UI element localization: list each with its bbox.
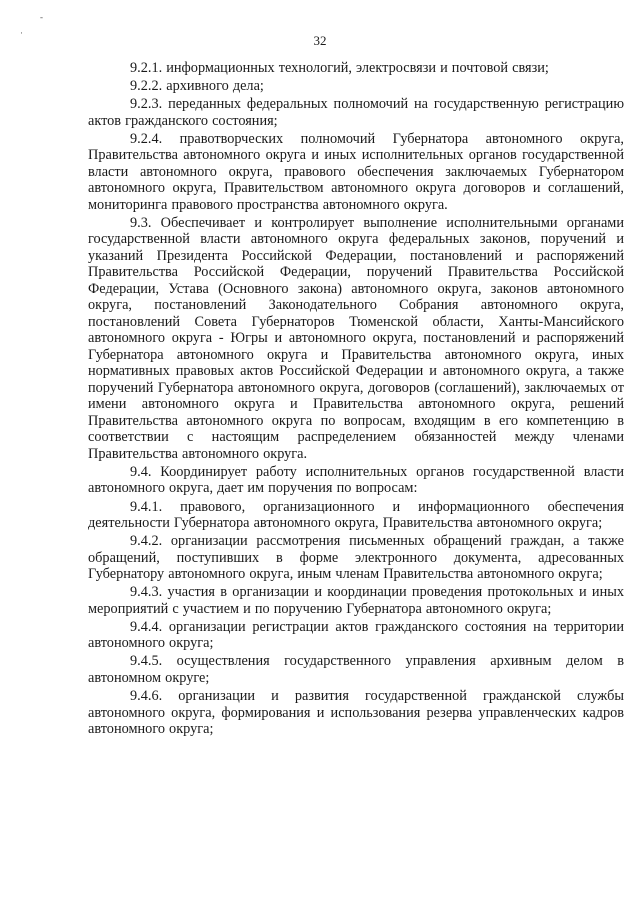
scan-mark: - <box>40 12 43 22</box>
paragraph-9-4-5: 9.4.5. осуществления государственного управления архивным делом в автономном округе; <box>88 653 624 686</box>
scan-dot: · <box>20 28 23 38</box>
paragraph-9-3: 9.3. Обеспечивает и контролирует выполнение исполнительными органами государственной власти автономного округа федеральных законов, поручений и указаний Президента Российской Федерации, постановлений и распоряжений Правительства Российской Федерации, поручений Правительства Российской Федерации, Устава (Основного закона) автономного округа, законов автономного округа, постановлений Законодательного Собрания автономного округа, постановлений Совета Губернаторов Тюменской области, Ханты-Мансийского автономного округа - Югры и автономного округа, постановлений и распоряжений Губернатора автономного округа и Правительства автономного округа, иных нормативных правовых актов Российской Федерации и автономного округа, а также поручений Губернатора автономного округа, договоров (соглашений), заключаемых от имени автономного округа и Правительства автономного округа, решений Правительства автономного округа по вопросам, входящим в его компетенцию в соответствии с настоящим распределением обязанностей между членами Правительства автономного округа. <box>88 214 624 462</box>
paragraph-9-2-3: 9.2.3. переданных федеральных полномочий на государственную регистрацию актов гражданского состояния; <box>88 96 624 129</box>
paragraph-9-2-4: 9.2.4. правотворческих полномочий Губернатора автономного округа, Правительства автономного округа и иных исполнительных органов государственной власти автономного округа, правового обеспечения заключаемых Губернатором автономного округа, Правительством автономного округа договоров и соглашений, мониторинга правового пространства автономного округа. <box>88 130 624 213</box>
paragraph-9-2-2: 9.2.2. архивного дела; <box>130 78 264 95</box>
document-body <box>88 60 624 739</box>
paragraph-9-4-3: 9.4.3. участия в организации и координации проведения протокольных и иных мероприятий с участием и по поручению Губернатора автономного округа; <box>88 584 624 617</box>
paragraph-9-4-2: 9.4.2. организации рассмотрения письменных обращений граждан, а также обращений, поступивших в форме электронного документа, адресованных Губернатору автономного округа, иным членам Правительства автономного округа; <box>88 533 624 583</box>
paragraph-9-4-4: 9.4.4. организации регистрации актов гражданского состояния на территории автономного округа; <box>88 618 624 652</box>
page-number: 32 <box>313 33 327 48</box>
paragraph-9-2-1: 9.2.1. информационных технологий, электросвязи и почтовой связи; <box>130 60 549 76</box>
paragraph-9-4-1: 9.4.1. правового, организационного и информационного обеспечения деятельности Губернатора автономного округа, Правительства автономного округа; <box>88 498 624 532</box>
paragraph-9-4-6: 9.4.6. организации и развития государственной гражданской службы автономного округа, формирования и использования резерва управленческих кадров автономного округа; <box>88 688 624 738</box>
paragraph-9-4: 9.4. Координирует работу исполнительных органов государственной власти автономного округа, дает им поручения по вопросам: <box>88 463 624 497</box>
